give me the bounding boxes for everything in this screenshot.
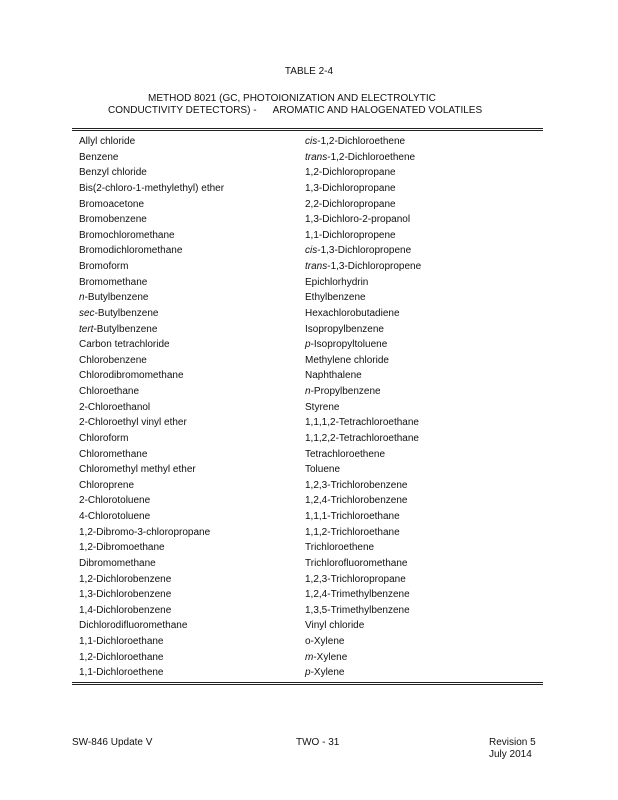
compound-name: Chloroethane bbox=[79, 386, 140, 397]
compound-name: Bromodichloromethane bbox=[79, 245, 183, 257]
compound-name: -Butylbenzene bbox=[94, 307, 159, 319]
compound-prefix: sec bbox=[79, 307, 95, 319]
compound-name: Chloroform bbox=[79, 432, 129, 444]
compound-row bbox=[305, 290, 421, 306]
compound-row bbox=[79, 618, 224, 634]
compound-prefix: cis bbox=[305, 245, 318, 257]
compound-row bbox=[79, 400, 224, 416]
compound-row bbox=[305, 650, 421, 666]
compound-row bbox=[79, 634, 224, 650]
compound-name: Chloromethyl methyl ether bbox=[79, 464, 196, 476]
compound-name: Trichloroethene bbox=[305, 542, 375, 554]
compound-row bbox=[305, 306, 421, 322]
compound-row bbox=[79, 150, 224, 166]
compound-name: Vinyl chloride bbox=[305, 620, 365, 632]
compound-row bbox=[79, 337, 224, 353]
compound-name: Bromobenzene bbox=[79, 214, 147, 226]
compound-name: Bis(2-chloro-1-methylethyl) ether bbox=[79, 182, 225, 194]
compound-name: Benzyl chloride bbox=[79, 167, 147, 179]
footer-revision bbox=[489, 737, 536, 761]
compound-name: Carbon tetrachloride bbox=[79, 339, 170, 351]
compound-row bbox=[79, 493, 224, 509]
compound-row bbox=[79, 509, 224, 525]
compound-row bbox=[305, 447, 421, 463]
compound-row bbox=[79, 228, 224, 244]
footer-revision-number: Revision 5 bbox=[489, 737, 536, 748]
compound-row bbox=[305, 181, 421, 197]
compound-row bbox=[79, 134, 224, 150]
compound-row bbox=[305, 243, 421, 259]
left-compound-column bbox=[79, 134, 224, 681]
compound-name: Allyl chloride bbox=[79, 136, 136, 147]
compound-row bbox=[79, 212, 224, 228]
compound-name: 1,1,2-Trichloroethane bbox=[305, 526, 400, 538]
compound-name: 1,3-Dichloro-2-propanol bbox=[305, 214, 411, 226]
compound-row bbox=[79, 165, 224, 181]
compound-prefix: p bbox=[305, 667, 311, 679]
compound-name: -Xylene bbox=[313, 651, 348, 663]
compound-row bbox=[305, 212, 421, 228]
compound-row bbox=[305, 462, 421, 478]
compound-row bbox=[79, 525, 224, 541]
compound-name: -Propylbenzene bbox=[310, 386, 381, 397]
compound-row bbox=[79, 368, 224, 384]
compound-name: Dichlorodifluoromethane bbox=[79, 620, 188, 632]
compound-name: 4-Chlorotoluene bbox=[79, 511, 151, 522]
compound-prefix: trans bbox=[305, 261, 328, 272]
compound-row bbox=[305, 415, 421, 431]
compound-name: Bromomethane bbox=[79, 276, 148, 288]
compound-row bbox=[305, 587, 421, 603]
compound-name: 2-Chlorotoluene bbox=[79, 495, 151, 507]
compound-name: 2-Chloroethyl vinyl ether bbox=[79, 417, 187, 429]
compound-name: 1,1-Dichloroethene bbox=[79, 667, 164, 679]
compound-name: Ethylbenzene bbox=[305, 292, 366, 304]
compound-row bbox=[79, 181, 224, 197]
compound-prefix: cis bbox=[305, 136, 318, 147]
compound-name: -1,3-Dichloropropene bbox=[327, 261, 422, 272]
compound-name: -Butylbenzene bbox=[93, 323, 158, 335]
compound-row bbox=[305, 134, 421, 150]
compound-row bbox=[79, 306, 224, 322]
compound-row bbox=[79, 243, 224, 259]
compound-row bbox=[305, 400, 421, 416]
compound-row bbox=[305, 603, 421, 619]
compound-name: Chlorodibromomethane bbox=[79, 370, 184, 382]
compound-row bbox=[305, 337, 421, 353]
compound-prefix: m bbox=[305, 651, 314, 663]
compound-name: 1,1,2,2-Tetrachloroethane bbox=[305, 432, 419, 444]
compound-name: 1,2-Dibromoethane bbox=[79, 542, 165, 554]
compound-row bbox=[305, 525, 421, 541]
compound-name: 1,3-Dichlorobenzene bbox=[79, 589, 172, 601]
compound-name: Isopropylbenzene bbox=[305, 323, 384, 335]
compound-name: Dibromomethane bbox=[79, 557, 156, 569]
compound-row bbox=[305, 493, 421, 509]
compound-row bbox=[79, 415, 224, 431]
compound-row bbox=[79, 462, 224, 478]
compound-row bbox=[79, 572, 224, 588]
compound-name: Toluene bbox=[305, 464, 341, 476]
compound-name: Chloromethane bbox=[79, 448, 148, 460]
compound-row bbox=[305, 228, 421, 244]
compound-name: -Butylbenzene bbox=[84, 292, 149, 304]
compound-row bbox=[79, 540, 224, 556]
compound-name: 2-Chloroethanol bbox=[79, 401, 151, 413]
compound-name: 1,2,3-Trichlorobenzene bbox=[305, 479, 408, 491]
right-compound-column bbox=[305, 134, 421, 681]
compound-row bbox=[305, 509, 421, 525]
compound-name: Bromochloromethane bbox=[79, 229, 175, 241]
compound-name: Bromoacetone bbox=[79, 198, 145, 210]
compound-name: 2,2-Dichloropropane bbox=[305, 198, 396, 210]
compound-name: o-Xylene bbox=[305, 636, 345, 647]
compound-row bbox=[79, 290, 224, 306]
compound-name: Chlorobenzene bbox=[79, 354, 147, 366]
footer-page-number: TWO - 31 bbox=[296, 737, 340, 748]
compound-name: Epichlorhydrin bbox=[305, 276, 369, 288]
compound-row bbox=[79, 259, 224, 275]
compound-name: 1,1,1-Trichloroethane bbox=[305, 511, 400, 522]
compound-row bbox=[305, 353, 421, 369]
compound-row bbox=[305, 275, 421, 291]
compound-row bbox=[305, 665, 421, 681]
compound-name: Benzene bbox=[79, 151, 119, 163]
compound-row bbox=[305, 540, 421, 556]
compound-row bbox=[79, 650, 224, 666]
compound-prefix: tert bbox=[79, 323, 94, 335]
compound-row bbox=[305, 197, 421, 213]
compound-name: Hexachlorobutadiene bbox=[305, 307, 400, 319]
compound-name: -Isopropyltoluene bbox=[310, 339, 388, 351]
compound-row bbox=[305, 322, 421, 338]
compound-name: -1,2-Dichloroethene bbox=[327, 151, 416, 163]
compound-row bbox=[79, 322, 224, 338]
compound-row bbox=[79, 447, 224, 463]
table-title: TABLE 2-4 bbox=[284, 66, 334, 77]
compound-row bbox=[79, 603, 224, 619]
compound-name: 1,1-Dichloroethane bbox=[79, 636, 164, 647]
footer-document-id: SW-846 Update V bbox=[72, 737, 153, 748]
compound-row bbox=[79, 556, 224, 572]
table-top-double-rule bbox=[72, 128, 543, 131]
compound-row bbox=[305, 478, 421, 494]
compound-row bbox=[305, 259, 421, 275]
compound-row bbox=[305, 634, 421, 650]
compound-name: 1,2-Dibromo-3-chloropropane bbox=[79, 526, 211, 538]
compound-row bbox=[305, 556, 421, 572]
footer-revision-date: July 2014 bbox=[489, 749, 532, 760]
compound-prefix: p bbox=[305, 339, 311, 351]
compound-row bbox=[79, 353, 224, 369]
compound-name: Tetrachloroethene bbox=[305, 448, 386, 460]
table-heading-line-1: METHOD 8021 (GC, PHOTOIONIZATION AND ELECTROLYTIC bbox=[148, 93, 436, 104]
compound-name: -1,2-Dichloroethene bbox=[317, 136, 406, 147]
compound-prefix: n bbox=[79, 292, 85, 304]
compound-name: Styrene bbox=[305, 401, 340, 413]
compound-name: Bromoform bbox=[79, 261, 129, 272]
compound-row bbox=[305, 368, 421, 384]
compound-row bbox=[305, 431, 421, 447]
compound-row bbox=[79, 197, 224, 213]
compound-name: Naphthalene bbox=[305, 370, 362, 382]
compound-name: 1,2-Dichlorobenzene bbox=[79, 573, 172, 585]
compound-row bbox=[305, 618, 421, 634]
compound-name: 1,1-Dichloropropene bbox=[305, 229, 396, 241]
compound-name: 1,1,1,2-Tetrachloroethane bbox=[305, 417, 419, 429]
compound-row bbox=[305, 572, 421, 588]
table-bottom-double-rule bbox=[72, 682, 543, 685]
compound-name: 1,3,5-Trimethylbenzene bbox=[305, 604, 410, 616]
compound-name: 1,4-Dichlorobenzene bbox=[79, 604, 172, 616]
compound-name: 1,2-Dichloropropane bbox=[305, 167, 396, 179]
compound-prefix: trans bbox=[305, 151, 328, 163]
compound-name: Methylene chloride bbox=[305, 354, 389, 366]
compound-row bbox=[79, 275, 224, 291]
compound-row bbox=[79, 665, 224, 681]
compound-name: 1,2,4-Trichlorobenzene bbox=[305, 495, 408, 507]
compound-row bbox=[305, 165, 421, 181]
compound-name: 1,2,3-Trichloropropane bbox=[305, 573, 406, 585]
compound-name: 1,2,4-Trimethylbenzene bbox=[305, 589, 410, 601]
compound-row bbox=[305, 150, 421, 166]
compound-row bbox=[79, 587, 224, 603]
compound-row bbox=[79, 384, 224, 400]
compound-name: Chloroprene bbox=[79, 479, 135, 491]
compound-prefix: n bbox=[305, 386, 311, 397]
compound-row bbox=[305, 384, 421, 400]
compound-row bbox=[79, 478, 224, 494]
compound-name: 1,3-Dichloropropane bbox=[305, 182, 396, 194]
table-heading-line-2: CONDUCTIVITY DETECTORS) - AROMATIC AND HALOGENATED VOLATILES bbox=[108, 105, 483, 116]
compound-name: 1,2-Dichloroethane bbox=[79, 651, 164, 663]
compound-name: -1,3-Dichloropropene bbox=[317, 245, 412, 257]
compound-name: -Xylene bbox=[310, 667, 345, 679]
compound-row bbox=[79, 431, 224, 447]
compound-name: Trichlorofluoromethane bbox=[305, 557, 408, 569]
